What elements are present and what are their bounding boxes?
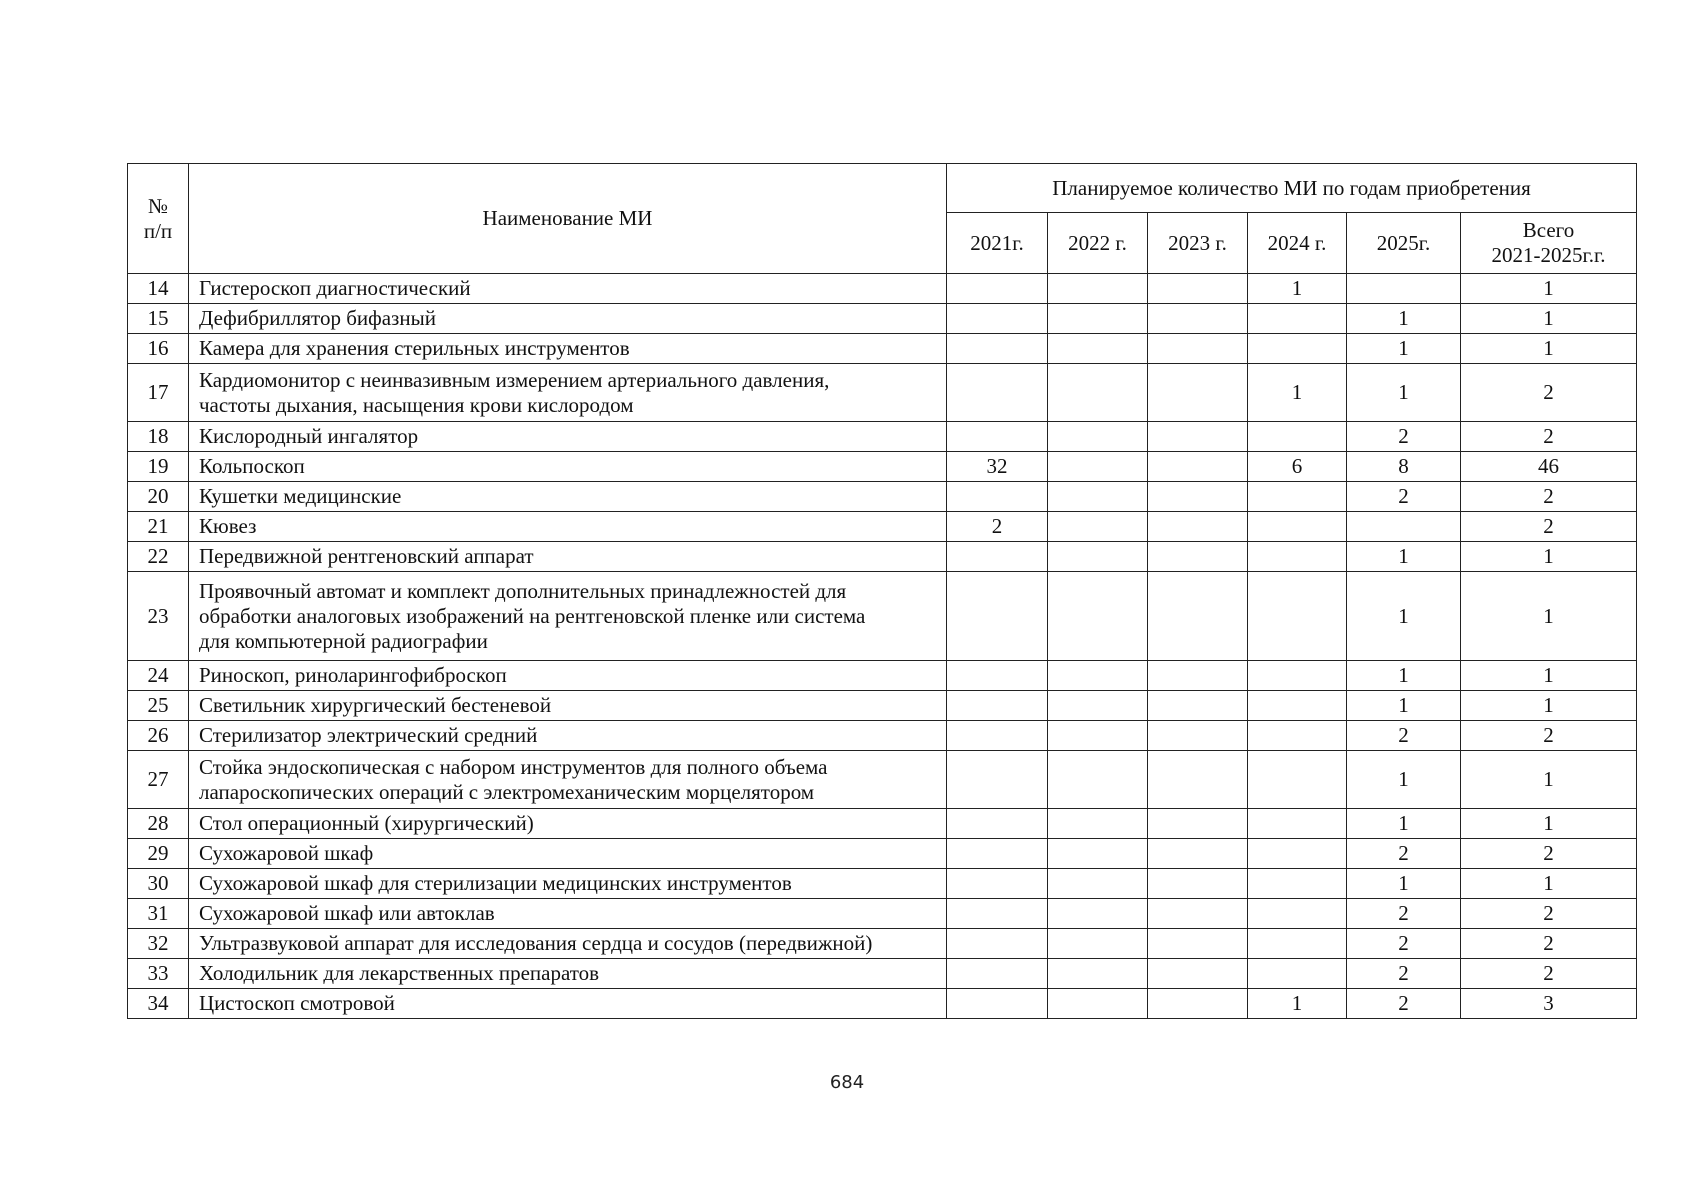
row-number: 32 — [128, 929, 189, 959]
cell-2021 — [947, 989, 1048, 1019]
row-device-name: Кювез — [189, 512, 947, 542]
table-row — [128, 542, 1637, 572]
row-number: 20 — [128, 482, 189, 512]
header-year-2022: 2022 г. — [1048, 213, 1148, 274]
row-number: 33 — [128, 959, 189, 989]
cell-total: 2 — [1461, 422, 1637, 452]
table-row — [128, 959, 1637, 989]
cell-2022 — [1048, 512, 1148, 542]
cell-2021 — [947, 751, 1048, 809]
row-device-name: Стойка эндоскопическая с набором инструментов для полного объема лапароскопических операций с электромеханическим морцелятором — [189, 751, 947, 809]
row-device-name: Цистоскоп смотровой — [189, 989, 947, 1019]
cell-2021 — [947, 959, 1048, 989]
cell-2022 — [1048, 482, 1148, 512]
row-number: 21 — [128, 512, 189, 542]
cell-2024 — [1248, 809, 1347, 839]
cell-total: 2 — [1461, 364, 1637, 422]
table-row — [128, 452, 1637, 482]
cell-2022 — [1048, 869, 1148, 899]
cell-2024 — [1248, 839, 1347, 869]
cell-2021 — [947, 572, 1048, 661]
header-year-2024: 2024 г. — [1248, 213, 1347, 274]
cell-total: 1 — [1461, 661, 1637, 691]
cell-2021 — [947, 274, 1048, 304]
cell-2022 — [1048, 334, 1148, 364]
cell-2021 — [947, 334, 1048, 364]
cell-2024 — [1248, 691, 1347, 721]
cell-2023 — [1148, 691, 1248, 721]
row-device-name: Сухожаровой шкаф — [189, 839, 947, 869]
table-row — [128, 512, 1637, 542]
cell-2023 — [1148, 482, 1248, 512]
cell-2022 — [1048, 839, 1148, 869]
table-row — [128, 572, 1637, 661]
row-number: 29 — [128, 839, 189, 869]
cell-2025: 2 — [1347, 959, 1461, 989]
cell-2023 — [1148, 899, 1248, 929]
cell-2025: 1 — [1347, 691, 1461, 721]
table-row — [128, 304, 1637, 334]
cell-total: 1 — [1461, 869, 1637, 899]
cell-2023 — [1148, 512, 1248, 542]
row-device-name: Проявочный автомат и комплект дополнительных принадлежностей для обработки аналоговых изображений на рентгеновской пленке или система для компьютерной радиографии — [189, 572, 947, 661]
table-row — [128, 661, 1637, 691]
cell-2025: 1 — [1347, 334, 1461, 364]
cell-2025: 1 — [1347, 304, 1461, 334]
row-number: 23 — [128, 572, 189, 661]
cell-2024 — [1248, 334, 1347, 364]
cell-2022 — [1048, 542, 1148, 572]
cell-2025: 1 — [1347, 661, 1461, 691]
header-year-2023: 2023 г. — [1148, 213, 1248, 274]
cell-2025: 2 — [1347, 721, 1461, 751]
table-row — [128, 809, 1637, 839]
cell-2021: 2 — [947, 512, 1048, 542]
cell-2023 — [1148, 334, 1248, 364]
cell-2022 — [1048, 304, 1148, 334]
row-number: 19 — [128, 452, 189, 482]
cell-2023 — [1148, 304, 1248, 334]
cell-2023 — [1148, 929, 1248, 959]
cell-total: 3 — [1461, 989, 1637, 1019]
cell-total: 2 — [1461, 959, 1637, 989]
cell-2025: 1 — [1347, 809, 1461, 839]
cell-2025: 1 — [1347, 542, 1461, 572]
table-row — [128, 751, 1637, 809]
cell-2021 — [947, 721, 1048, 751]
cell-2021: 32 — [947, 452, 1048, 482]
cell-2023 — [1148, 959, 1248, 989]
cell-2023 — [1148, 542, 1248, 572]
cell-2022 — [1048, 929, 1148, 959]
cell-2021 — [947, 929, 1048, 959]
cell-2024 — [1248, 304, 1347, 334]
row-device-name: Ультразвуковой аппарат для исследования сердца и сосудов (передвижной) — [189, 929, 947, 959]
cell-2025: 1 — [1347, 751, 1461, 809]
cell-total: 2 — [1461, 721, 1637, 751]
cell-2022 — [1048, 691, 1148, 721]
table-row — [128, 274, 1637, 304]
header-year-2021: 2021г. — [947, 213, 1048, 274]
cell-total: 2 — [1461, 512, 1637, 542]
cell-2021 — [947, 364, 1048, 422]
cell-2024 — [1248, 422, 1347, 452]
header-total: Всего 2021-2025г.г. — [1461, 213, 1637, 274]
cell-2021 — [947, 482, 1048, 512]
header-name: Наименование МИ — [189, 164, 947, 274]
cell-2025 — [1347, 274, 1461, 304]
cell-2023 — [1148, 839, 1248, 869]
cell-2025: 1 — [1347, 572, 1461, 661]
cell-2022 — [1048, 751, 1148, 809]
row-number: 26 — [128, 721, 189, 751]
cell-total: 1 — [1461, 274, 1637, 304]
table-body — [128, 274, 1637, 1019]
cell-2023 — [1148, 809, 1248, 839]
cell-2021 — [947, 542, 1048, 572]
table-row — [128, 422, 1637, 452]
cell-2023 — [1148, 422, 1248, 452]
cell-2025: 2 — [1347, 839, 1461, 869]
cell-total: 46 — [1461, 452, 1637, 482]
cell-2021 — [947, 691, 1048, 721]
row-device-name: Сухожаровой шкаф для стерилизации медицинских инструментов — [189, 869, 947, 899]
row-device-name: Холодильник для лекарственных препаратов — [189, 959, 947, 989]
row-number: 15 — [128, 304, 189, 334]
cell-2023 — [1148, 869, 1248, 899]
cell-2022 — [1048, 989, 1148, 1019]
cell-2024: 1 — [1248, 274, 1347, 304]
cell-2025: 8 — [1347, 452, 1461, 482]
table-row — [128, 869, 1637, 899]
cell-2022 — [1048, 422, 1148, 452]
cell-2023 — [1148, 274, 1248, 304]
row-device-name: Кислородный ингалятор — [189, 422, 947, 452]
cell-2024: 1 — [1248, 989, 1347, 1019]
cell-2025: 1 — [1347, 869, 1461, 899]
cell-2024 — [1248, 959, 1347, 989]
equipment-table — [127, 163, 1637, 1019]
cell-2025 — [1347, 512, 1461, 542]
cell-total: 2 — [1461, 839, 1637, 869]
cell-total: 1 — [1461, 334, 1637, 364]
header-number: № п/п — [128, 164, 189, 274]
row-device-name: Стол операционный (хирургический) — [189, 809, 947, 839]
cell-2025: 1 — [1347, 364, 1461, 422]
row-number: 18 — [128, 422, 189, 452]
cell-2024 — [1248, 721, 1347, 751]
row-number: 17 — [128, 364, 189, 422]
cell-2024: 1 — [1248, 364, 1347, 422]
header-year-2025: 2025г. — [1347, 213, 1461, 274]
cell-total: 1 — [1461, 691, 1637, 721]
cell-2024 — [1248, 542, 1347, 572]
row-number: 14 — [128, 274, 189, 304]
row-number: 16 — [128, 334, 189, 364]
cell-2024 — [1248, 482, 1347, 512]
row-number: 28 — [128, 809, 189, 839]
table-row — [128, 929, 1637, 959]
cell-2024 — [1248, 661, 1347, 691]
row-device-name: Передвижной рентгеновский аппарат — [189, 542, 947, 572]
cell-2022 — [1048, 721, 1148, 751]
row-device-name: Дефибриллятор бифазный — [189, 304, 947, 334]
cell-2023 — [1148, 452, 1248, 482]
cell-2024 — [1248, 929, 1347, 959]
row-device-name: Гистероскоп диагностический — [189, 274, 947, 304]
cell-total: 1 — [1461, 542, 1637, 572]
cell-2024 — [1248, 869, 1347, 899]
cell-2025: 2 — [1347, 482, 1461, 512]
row-device-name: Сухожаровой шкаф или автоклав — [189, 899, 947, 929]
cell-2024 — [1248, 572, 1347, 661]
cell-2022 — [1048, 809, 1148, 839]
cell-2021 — [947, 422, 1048, 452]
row-number: 30 — [128, 869, 189, 899]
cell-2022 — [1048, 452, 1148, 482]
cell-2024 — [1248, 512, 1347, 542]
cell-2025: 2 — [1347, 899, 1461, 929]
table-row — [128, 839, 1637, 869]
cell-2022 — [1048, 572, 1148, 661]
cell-2024 — [1248, 899, 1347, 929]
cell-2022 — [1048, 364, 1148, 422]
equipment-table-container — [127, 163, 1636, 1019]
cell-2021 — [947, 839, 1048, 869]
table-row — [128, 989, 1637, 1019]
cell-2021 — [947, 304, 1048, 334]
row-number: 34 — [128, 989, 189, 1019]
table-header — [128, 164, 1637, 274]
cell-2024 — [1248, 751, 1347, 809]
row-device-name: Кольпоскоп — [189, 452, 947, 482]
row-number: 24 — [128, 661, 189, 691]
cell-2022 — [1048, 899, 1148, 929]
row-number: 31 — [128, 899, 189, 929]
cell-2024: 6 — [1248, 452, 1347, 482]
cell-2023 — [1148, 989, 1248, 1019]
row-device-name: Стерилизатор электрический средний — [189, 721, 947, 751]
table-row — [128, 899, 1637, 929]
table-row — [128, 364, 1637, 422]
cell-2021 — [947, 869, 1048, 899]
cell-total: 2 — [1461, 482, 1637, 512]
row-device-name: Кардиомонитор с неинвазивным измерением артериального давления, частоты дыхания, насыщения крови кислородом — [189, 364, 947, 422]
row-device-name: Риноскоп, риноларингофиброскоп — [189, 661, 947, 691]
row-number: 25 — [128, 691, 189, 721]
page-number: 684 — [829, 1072, 865, 1093]
cell-2023 — [1148, 751, 1248, 809]
cell-total: 2 — [1461, 899, 1637, 929]
cell-total: 1 — [1461, 809, 1637, 839]
cell-2023 — [1148, 661, 1248, 691]
cell-total: 1 — [1461, 751, 1637, 809]
cell-total: 1 — [1461, 304, 1637, 334]
cell-2025: 2 — [1347, 422, 1461, 452]
row-number: 27 — [128, 751, 189, 809]
cell-total: 1 — [1461, 572, 1637, 661]
row-device-name: Кушетки медицинские — [189, 482, 947, 512]
cell-2021 — [947, 809, 1048, 839]
header-planned-quantity: Планируемое количество МИ по годам приобретения — [947, 164, 1637, 213]
cell-2022 — [1048, 274, 1148, 304]
row-device-name: Камера для хранения стерильных инструментов — [189, 334, 947, 364]
table-row — [128, 691, 1637, 721]
table-row — [128, 334, 1637, 364]
table-row — [128, 721, 1637, 751]
cell-2021 — [947, 899, 1048, 929]
cell-2025: 2 — [1347, 929, 1461, 959]
row-number: 22 — [128, 542, 189, 572]
cell-2023 — [1148, 572, 1248, 661]
cell-2021 — [947, 661, 1048, 691]
cell-2023 — [1148, 364, 1248, 422]
cell-2022 — [1048, 959, 1148, 989]
cell-2025: 2 — [1347, 989, 1461, 1019]
cell-2022 — [1048, 661, 1148, 691]
cell-2023 — [1148, 721, 1248, 751]
table-row — [128, 482, 1637, 512]
cell-total: 2 — [1461, 929, 1637, 959]
row-device-name: Светильник хирургический бестеневой — [189, 691, 947, 721]
